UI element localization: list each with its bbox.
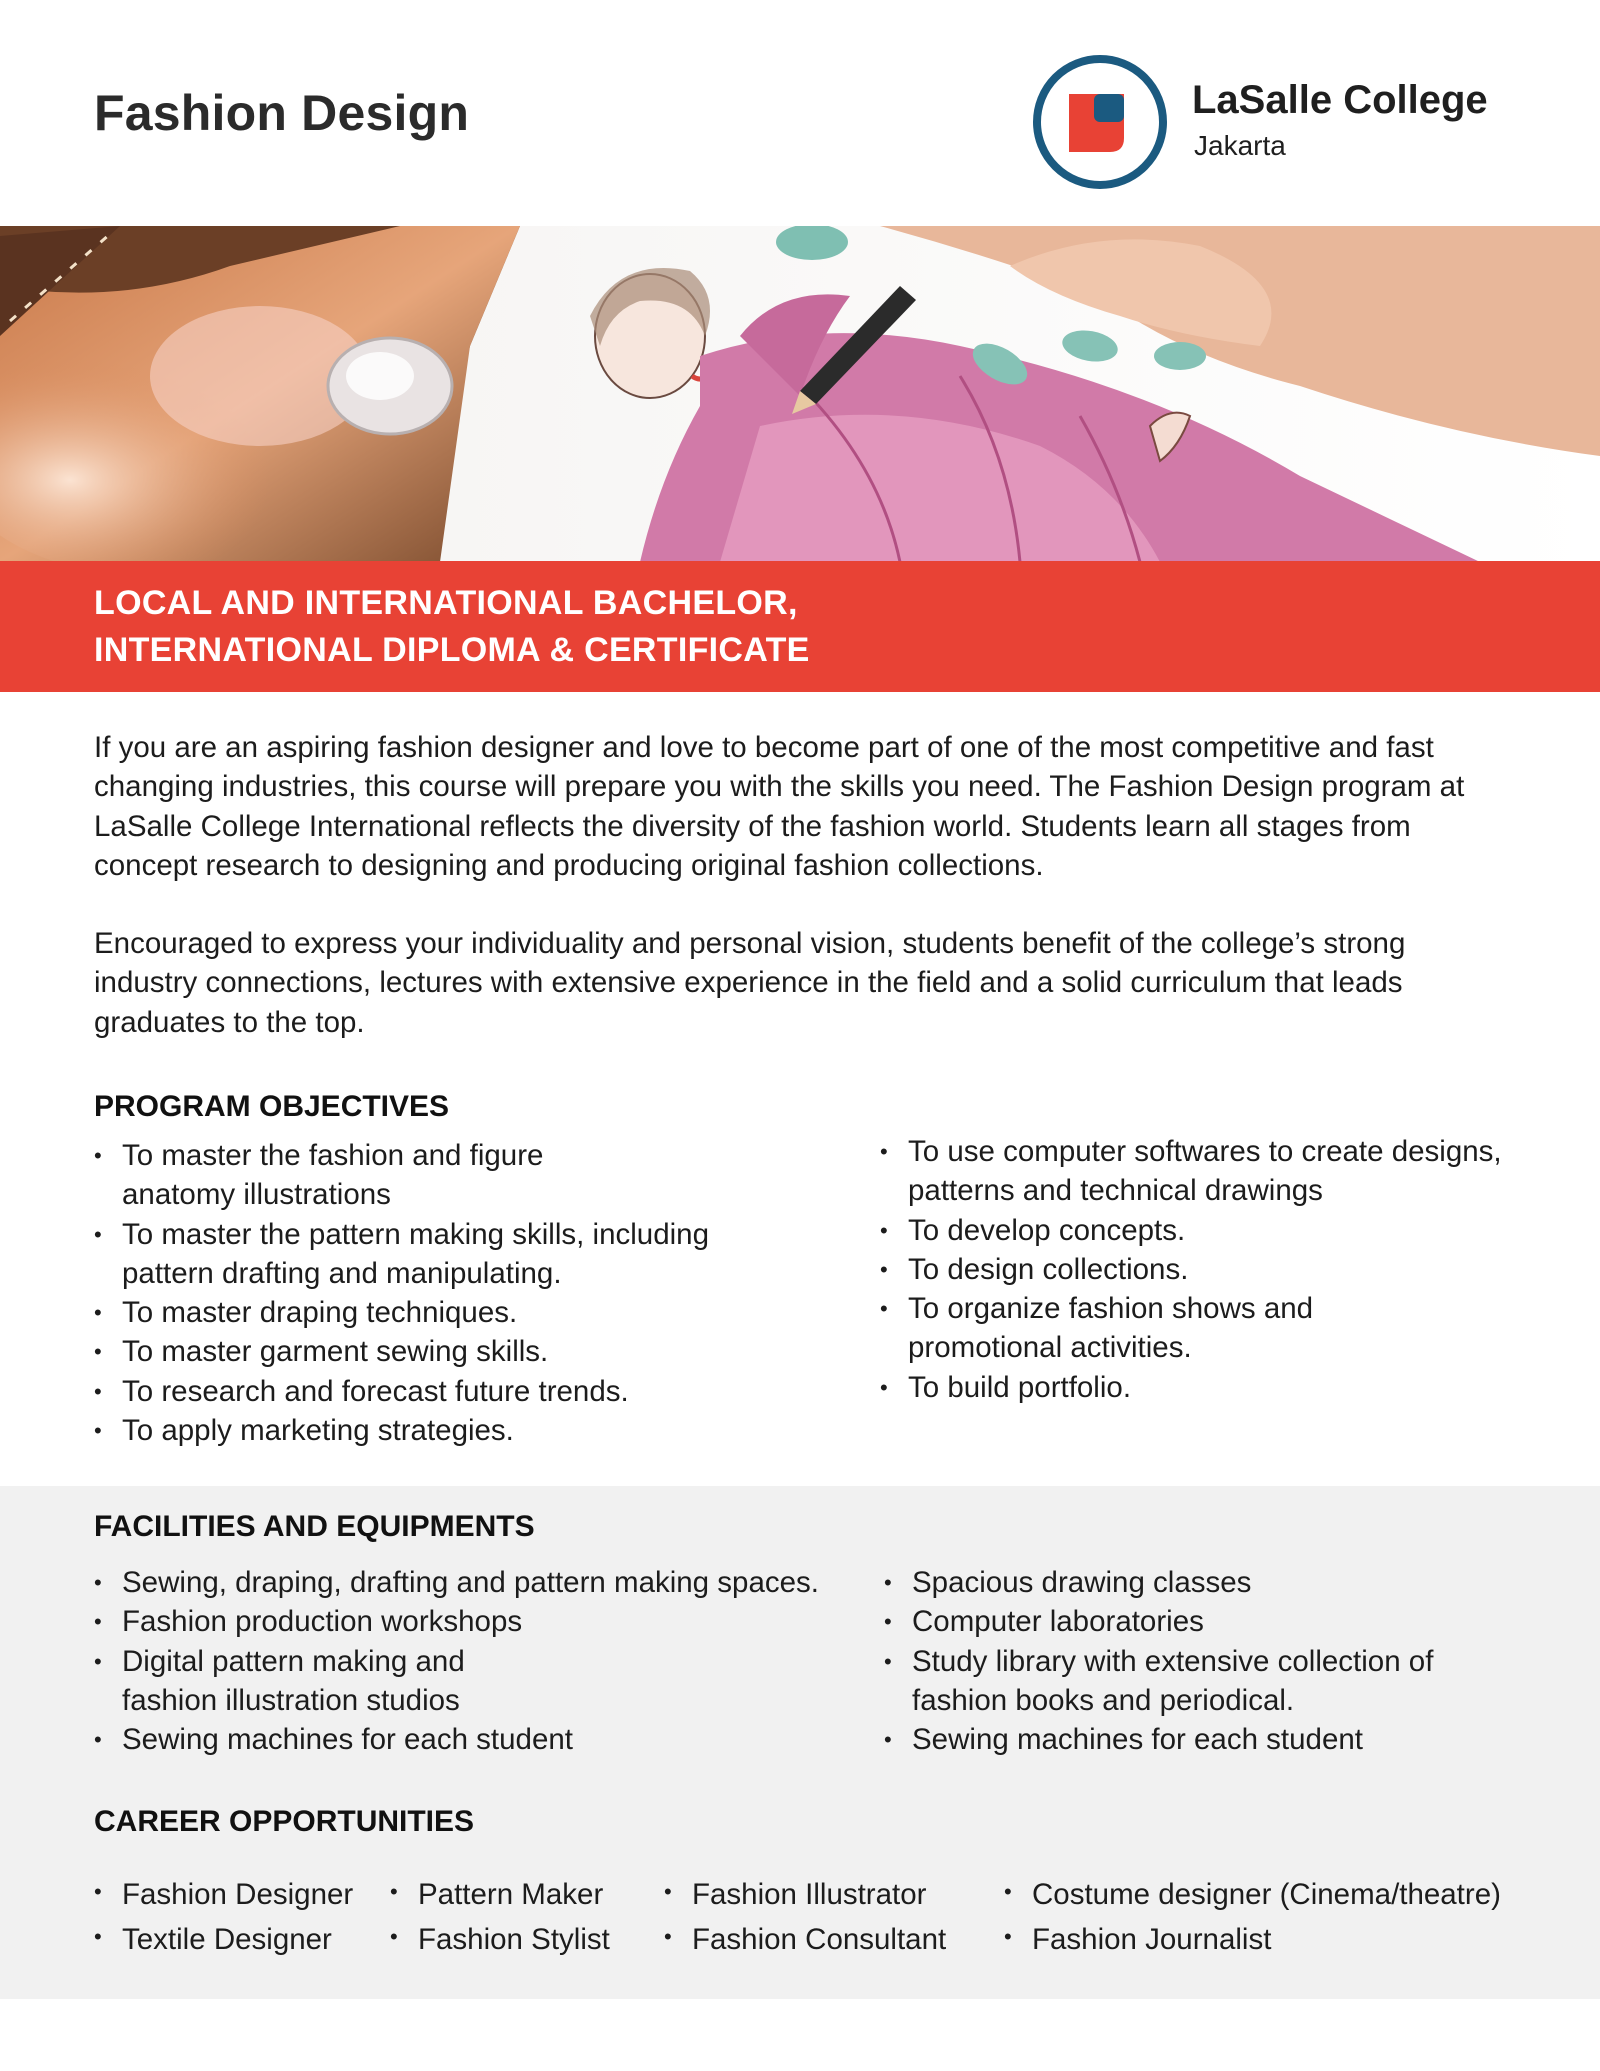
list-item: • Study library with extensive collection of fashion books and periodical.: [884, 1642, 1444, 1721]
list-item: • To apply marketing strategies.: [94, 1411, 814, 1450]
objectives-list-right: [880, 1132, 1520, 1407]
careers-heading: CAREER OPPORTUNITIES: [94, 1805, 475, 1838]
list-item: • To master the fashion and figure anatomy illustrations: [94, 1136, 564, 1215]
lasalle-logo: [1032, 54, 1168, 190]
list-item: • Fashion Illustrator: [664, 1872, 994, 1917]
list-item: • Sewing, draping, drafting and pattern making spaces.: [94, 1563, 854, 1602]
list-item: • Pattern Maker: [390, 1872, 660, 1917]
intro-paragraph-1: If you are an aspiring fashion designer and love to become part of one of the most competitive and fast changing industries, this course will prepare you with the skills you need. The Fashion Design program at LaSalle College International reflects the diversity of the fashion world. Students learn all stages from concept research to designing and producing original fashion collections.: [94, 731, 1465, 882]
list-item: • To master garment sewing skills.: [94, 1332, 814, 1371]
list-item: • Digital pattern making and fashion illustration studios: [94, 1642, 514, 1721]
list-item: • To master the pattern making skills, including pattern drafting and manipulating.: [94, 1215, 754, 1294]
careers-col-1: [94, 1872, 384, 1962]
degree-banner: [0, 561, 1600, 692]
brand-name: LaSalle College: [1192, 78, 1488, 122]
page-title: Fashion Design: [94, 85, 470, 141]
list-item: • To develop concepts.: [880, 1211, 1520, 1250]
list-item: • To organize fashion shows and promotional activities.: [880, 1289, 1350, 1368]
objectives-heading: PROGRAM OBJECTIVES: [94, 1090, 450, 1123]
objectives-list-left: [94, 1136, 814, 1450]
careers-col-2: [390, 1872, 660, 1962]
list-item: • Sewing machines for each student: [94, 1720, 854, 1759]
list-item: • Sewing machines for each student: [884, 1720, 1484, 1759]
facilities-list-right: [884, 1563, 1484, 1759]
banner-line-2: INTERNATIONAL DIPLOMA & CERTIFICATE: [94, 631, 810, 669]
list-item: • Costume designer (Cinema/theatre): [1004, 1872, 1594, 1917]
list-item: • Computer laboratories: [884, 1602, 1484, 1641]
list-item: • Fashion Journalist: [1004, 1917, 1594, 1962]
facilities-list-left: [94, 1563, 854, 1759]
list-item: • To master draping techniques.: [94, 1293, 814, 1332]
list-item: • Fashion production workshops: [94, 1602, 854, 1641]
careers-col-4: [1004, 1872, 1594, 1962]
list-item: • Textile Designer: [94, 1917, 384, 1962]
hero-image: [0, 226, 1600, 562]
intro-paragraph-2: Encouraged to express your individuality and personal vision, students benefit of the college’s strong industry connections, lectures with extensive experience in the field and a solid curriculum that leads graduates to the top.: [94, 927, 1406, 1039]
list-item: • Spacious drawing classes: [884, 1563, 1484, 1602]
list-item: • To build portfolio.: [880, 1368, 1520, 1407]
facilities-heading: FACILITIES AND EQUIPMENTS: [94, 1510, 535, 1543]
list-item: • Fashion Consultant: [664, 1917, 994, 1962]
list-item: • Fashion Designer: [94, 1872, 384, 1917]
list-item: • To use computer softwares to create designs, patterns and technical drawings: [880, 1132, 1520, 1211]
banner-line-1: LOCAL AND INTERNATIONAL BACHELOR,: [94, 584, 798, 622]
list-item: • To design collections.: [880, 1250, 1520, 1289]
list-item: • To research and forecast future trends.: [94, 1372, 814, 1411]
careers-col-3: [664, 1872, 994, 1962]
list-item: • Fashion Stylist: [390, 1917, 660, 1962]
brand-city: Jakarta: [1194, 130, 1286, 161]
